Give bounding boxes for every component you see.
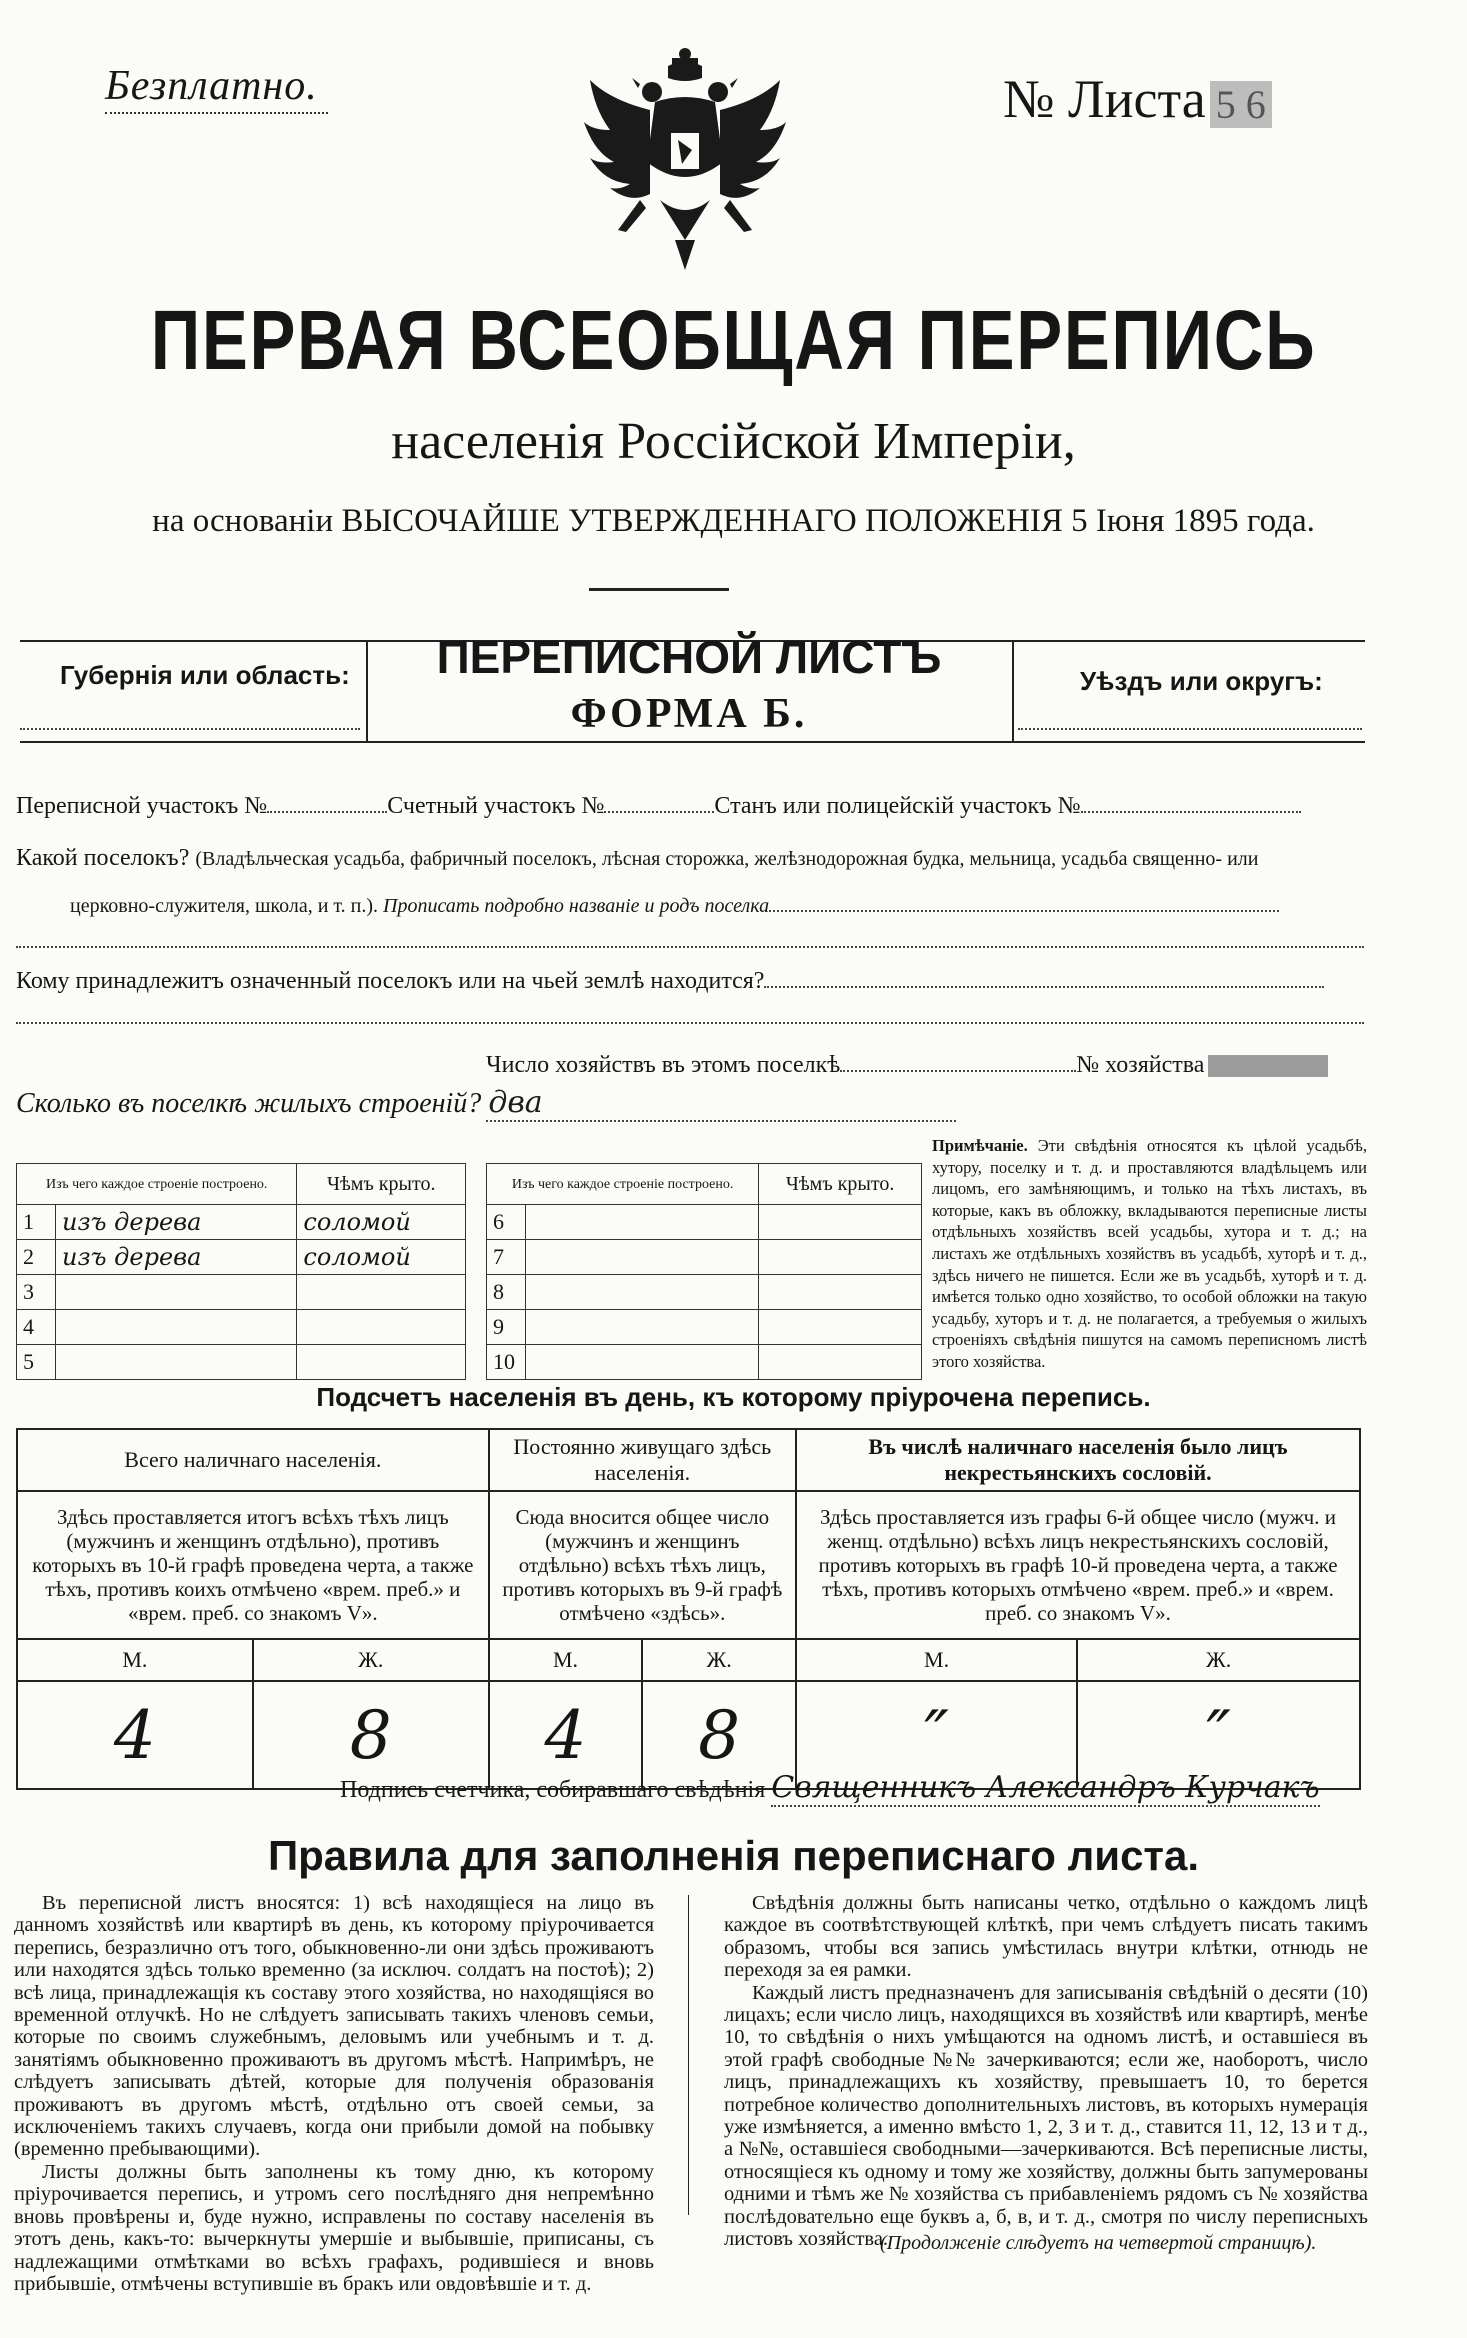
roof-cell[interactable] xyxy=(297,1345,466,1380)
population-count-table xyxy=(16,1428,1361,1790)
material-cell[interactable] xyxy=(526,1275,759,1310)
household-no-label: № хозяйства xyxy=(1076,1052,1205,1078)
row-number: 7 xyxy=(487,1240,526,1275)
row-number: 1 xyxy=(17,1205,56,1240)
material-cell[interactable] xyxy=(526,1310,759,1345)
enumerator-signature-row xyxy=(340,1770,1320,1805)
table-row xyxy=(17,1345,466,1380)
settlement-hint-row xyxy=(70,895,1279,918)
roof-cell[interactable] xyxy=(297,1310,466,1345)
census-district-field[interactable] xyxy=(267,811,387,813)
female-header: Ж. xyxy=(642,1639,796,1681)
male-header: М. xyxy=(796,1639,1077,1681)
material-cell[interactable] xyxy=(56,1275,297,1310)
rules-column-divider xyxy=(688,1895,689,2215)
form-title: ПЕРЕПИСНОЙ ЛИСТЪ xyxy=(436,631,942,683)
present-female-value[interactable]: 8 xyxy=(253,1681,489,1789)
settlement-question: Какой поселокъ? xyxy=(16,845,190,871)
households-row xyxy=(486,1052,1328,1079)
roof-column-header: Чѣмъ крыто. xyxy=(759,1164,922,1205)
buildings-question: Сколько въ поселкѣ жилыхъ строеній? xyxy=(16,1088,482,1119)
present-population-header: Всего наличнаго населенія. xyxy=(17,1429,489,1491)
rules-right-column xyxy=(724,1892,1368,2251)
household-no-value xyxy=(1208,1055,1328,1077)
stan-label: Станъ или полицейскій участокъ № xyxy=(714,793,1081,819)
count-district-field[interactable] xyxy=(604,811,714,813)
signature-value[interactable]: Священникъ Александръ Курчакъ xyxy=(771,1770,1320,1805)
table-row xyxy=(487,1240,922,1275)
sheet-number-label: № Листа xyxy=(1003,69,1206,129)
roof-cell[interactable] xyxy=(759,1310,922,1345)
non-peasant-male-value[interactable]: ″ xyxy=(796,1681,1077,1789)
non-peasant-header: Въ числѣ наличнаго населенія было лицъ некрестьянскихъ сословій. xyxy=(796,1429,1360,1491)
double-headed-eagle-emblem-icon xyxy=(580,40,790,290)
male-header: М. xyxy=(17,1639,253,1681)
material-cell[interactable] xyxy=(56,1345,297,1380)
continued-note: (Продолженіе слѣдуетъ на четвертой страницѣ). xyxy=(880,2232,1317,2254)
roof-cell[interactable] xyxy=(297,1275,466,1310)
sheet-number xyxy=(1003,68,1272,130)
households-field[interactable] xyxy=(840,1070,1076,1072)
material-cell[interactable] xyxy=(526,1205,759,1240)
permanent-population-desc: Сюда вносится общее число (мужчинъ и женщинъ отдѣльно) всѣхъ тѣхъ лицъ, противъ которыхъ въ 9-й графѣ отмѣчено «здѣсь». xyxy=(489,1491,796,1639)
rules-paragraph: Листы должны быть заполнены къ тому дню, къ которому пріурочивается перепись, и утромъ сего послѣдняго дня непремѣнно вновь провѣрены и, буде нужно, исправлены по составу населенія въ этотъ день, какъ-то: вычеркнуты умершіе и выбывшіе, приписаны, съ надлежащими отмѣтками во всѣхъ графахъ, родившіеся и вновь прибывшіе, отмѣчены вступившіе въ бракъ или овдовѣвшіе и т. д. xyxy=(14,2160,654,2295)
table-row xyxy=(17,1310,466,1345)
owner-field[interactable] xyxy=(764,986,1324,988)
roof-cell[interactable] xyxy=(759,1345,922,1380)
settlement-hint-2: церковно-служителя, школа, и т. п.). xyxy=(70,895,378,917)
county-label: Уѣздъ или округъ: xyxy=(1080,666,1323,696)
row-number: 10 xyxy=(487,1345,526,1380)
count-district-label: Счетный участокъ № xyxy=(387,793,605,819)
buildings-field-line xyxy=(486,1120,956,1122)
sheet-number-value: 5 6 xyxy=(1210,81,1272,128)
province-label: Губернія или область: xyxy=(60,660,350,690)
stan-field[interactable] xyxy=(1081,811,1301,813)
material-cell[interactable] xyxy=(56,1310,297,1345)
rules-paragraph: Въ переписной листъ вносятся: 1) всѣ находящіеся на лицо въ данномъ хозяйствѣ или квартирѣ въ день, къ которому пріурочивается перепись, безразлично отъ того, обыкновенно-ли они здѣсь проживаютъ или находятся здѣсь только временно (за исключ. солдатъ на постоѣ); 2) всѣ лица, принадлежащія къ составу этого хозяйства, но находящіяся во временной отлучкѣ. Но не слѣдуетъ записывать такихъ членовъ семьи, которые по своимъ служебнымъ, деловымъ или учебнымъ и т. д. занятіямъ обыкновенно проживаютъ въ другомъ мѣстѣ. Напримѣръ, не слѣдуетъ записывать дѣтей, которые для полученія образованія проживаютъ въ другомъ мѣстѣ, отдѣльно отъ своей семьи, за исключеніемъ такихъ случаевъ, когда они прибыли домой на побывку (временно пребывающими). xyxy=(14,1892,654,2161)
buildings-row xyxy=(16,1085,543,1120)
material-cell[interactable]: изъ дерева xyxy=(56,1205,297,1240)
signature-label: Подпись счетчика, собиравшаго свѣдѣнія xyxy=(340,1777,766,1803)
county-field[interactable] xyxy=(1018,728,1362,730)
row-number: 4 xyxy=(17,1310,56,1345)
form-box-bottom xyxy=(20,741,1365,743)
census-district-label: Переписной участокъ № xyxy=(16,793,268,819)
settlement-field[interactable] xyxy=(769,910,1279,912)
settlement-hint-3: Прописать подробно названіе и родъ поселка xyxy=(383,895,770,917)
roof-cell[interactable] xyxy=(759,1275,922,1310)
present-population-desc: Здѣсь проставляется итогъ всѣхъ тѣхъ лицъ (мужчинъ и женщинъ отдѣльно), противъ которыхъ въ 10-й графѣ проведена черта, а также тѣхъ, противъ коихъ отмѣчено «врем. преб.» и «врем. преб. со знакомъ V». xyxy=(17,1491,489,1639)
settlement-field-line[interactable] xyxy=(16,946,1364,948)
material-column-header: Изъ чего каждое строеніе построено. xyxy=(17,1164,297,1205)
row-number: 3 xyxy=(17,1275,56,1310)
material-cell[interactable]: изъ дерева xyxy=(56,1240,297,1275)
form-box-divider-right xyxy=(1012,640,1014,743)
roof-cell[interactable] xyxy=(759,1240,922,1275)
table-row xyxy=(17,1240,466,1275)
owner-question: Кому принадлежитъ означенный поселокъ или на чьей землѣ находится? xyxy=(16,968,765,994)
table-row xyxy=(17,1275,466,1310)
census-subtitle: населенія Россійской Имперіи, xyxy=(391,413,1076,470)
buildings-table-right xyxy=(486,1163,922,1380)
material-cell[interactable] xyxy=(526,1345,759,1380)
row-number: 2 xyxy=(17,1240,56,1275)
material-cell[interactable] xyxy=(526,1240,759,1275)
non-peasant-female-value[interactable]: ″ xyxy=(1077,1681,1360,1789)
free-of-charge-label: Безплатно. xyxy=(105,63,318,109)
roof-column-header: Чѣмъ крыто. xyxy=(297,1164,466,1205)
roof-cell[interactable] xyxy=(759,1205,922,1240)
present-male-value[interactable]: 4 xyxy=(17,1681,253,1789)
buildings-table-left xyxy=(16,1163,466,1380)
material-column-header: Изъ чего каждое строеніе построено. xyxy=(487,1164,759,1205)
permanent-population-header: Постоянно живущаго здѣсь населенія. xyxy=(489,1429,796,1491)
roof-cell[interactable]: соломой xyxy=(297,1240,466,1275)
note-label: Примѣчаніе. xyxy=(932,1136,1028,1155)
rules-paragraph: Каждый листъ предназначенъ для записыванія свѣдѣній о десяти (10) лицахъ; если число лицъ, находящихся въ хозяйствѣ или квартирѣ, менѣе 10, то свѣдѣнія о нихъ умѣщаются на одномъ листѣ, и оставшіеся въ этой графѣ свободные №№ зачеркиваются; если же, наоборотъ, число лицъ, принадлежащихъ къ хозяйству, превышаетъ 10, то берется потребное количество дополнительныхъ листовъ, въ которыхъ нумерація уже измѣняется, а именно вмѣсто 1, 2, 3 и т. д., ставится 11, 12, 13 и т д., а №№, оставшіеся свободными—зачеркиваются. Всѣ переписные листы, относящіеся къ одному и тому же хозяйству, должны быть запумерованы одними и тѣмъ же № хозяйства съ прибавленіемъ рядомъ съ № хозяйства послѣдовательно еще буквъ а, б, в, и т. д., смотря по числу переписныхъ листовъ хозяйства. xyxy=(724,1981,1368,2251)
female-header: Ж. xyxy=(1077,1639,1360,1681)
note-text: Эти свѣдѣнія относятся къ цѣлой усадьбѣ, хутору, поселку и т. д. и проставляются владѣльцемъ или лицомъ, его замѣняющимъ, и только на тѣхъ листахъ, въ которые, какъ въ обложку, вкладываются переписные листы отдѣльныхъ хозяйствъ всей усадьбы, хутора и т. д.; на листахъ же отдѣльныхъ хозяйствъ въ усадьбѣ, хуторѣ и т. д., здѣсь ничего не пишется. Если же въ усадьбѣ, хуторѣ и т. д. имѣется только одно хозяйство, то особой обложки на такую усадьбу, хуторъ и т. д. не полагается, а требуемыя о жилыхъ строеніяхъ свѣдѣнія пишутся на самомъ переписномъ листѣ этого хозяйства. xyxy=(932,1136,1367,1371)
owner-field-line[interactable] xyxy=(16,1022,1364,1024)
title-divider xyxy=(589,588,729,591)
permanent-male-value[interactable]: 4 xyxy=(489,1681,643,1789)
census-basis: на основаніи ВЫСОЧАЙШЕ УТВЕРЖДЕННАГО ПОЛОЖЕНІЯ 5 Іюня 1895 года. xyxy=(152,503,1315,539)
settlement-hint: (Владѣльческая усадьба, фабричный поселокъ, лѣсная сторожка, желѣзнодорожная будка, мельница, усадьба священно- или xyxy=(195,848,1259,870)
female-header: Ж. xyxy=(253,1639,489,1681)
non-peasant-desc: Здѣсь проставляется изъ графы 6-й общее число (мужч. и женщ. отдѣльно) всѣхъ лицъ некрестьянскихъ сословій, противъ которыхъ въ графѣ 10-й проведена черта, а также тѣхъ, противъ которыхъ отмѣчено «врем. преб.» и «врем. преб. со знакомъ V». xyxy=(796,1491,1360,1639)
row-number: 6 xyxy=(487,1205,526,1240)
table-row xyxy=(487,1275,922,1310)
census-title: ПЕРВАЯ ВСЕОБЩАЯ ПЕРЕПИСЬ xyxy=(150,293,1317,387)
table-row xyxy=(17,1205,466,1240)
province-field[interactable] xyxy=(20,728,360,730)
table-row xyxy=(487,1310,922,1345)
population-count-title: Подсчетъ населенія въ день, къ которому пріурочена перепись. xyxy=(316,1382,1151,1412)
row-number: 9 xyxy=(487,1310,526,1345)
buildings-count-value: два xyxy=(488,1085,543,1120)
roof-cell[interactable]: соломой xyxy=(297,1205,466,1240)
permanent-female-value[interactable]: 8 xyxy=(642,1681,796,1789)
settlement-row xyxy=(16,845,1258,872)
district-row xyxy=(16,793,1301,820)
rules-left-column xyxy=(14,1892,654,2295)
form-subtitle: ФОРМА Б. xyxy=(570,691,808,737)
households-label: Число хозяйствъ въ этомъ поселкѣ xyxy=(486,1052,841,1078)
rules-paragraph: Свѣдѣнія должны быть написаны четко, отдѣльно о каждомъ лицѣ каждое въ соотвѣтствующей клѣткѣ, при чемъ слѣдуетъ писать такимъ образомъ, чтобы вся запись умѣстилась внутри клѣтки, отнюдь не переходя за ея рамки. xyxy=(724,1892,1368,1982)
owner-row xyxy=(16,968,1324,995)
table-row xyxy=(487,1345,922,1380)
male-header: М. xyxy=(489,1639,643,1681)
buildings-note xyxy=(932,1135,1367,1373)
row-number: 5 xyxy=(17,1345,56,1380)
rules-title: Правила для заполненія переписнаго листа. xyxy=(267,1832,1200,1879)
table-row xyxy=(487,1205,922,1240)
row-number: 8 xyxy=(487,1275,526,1310)
